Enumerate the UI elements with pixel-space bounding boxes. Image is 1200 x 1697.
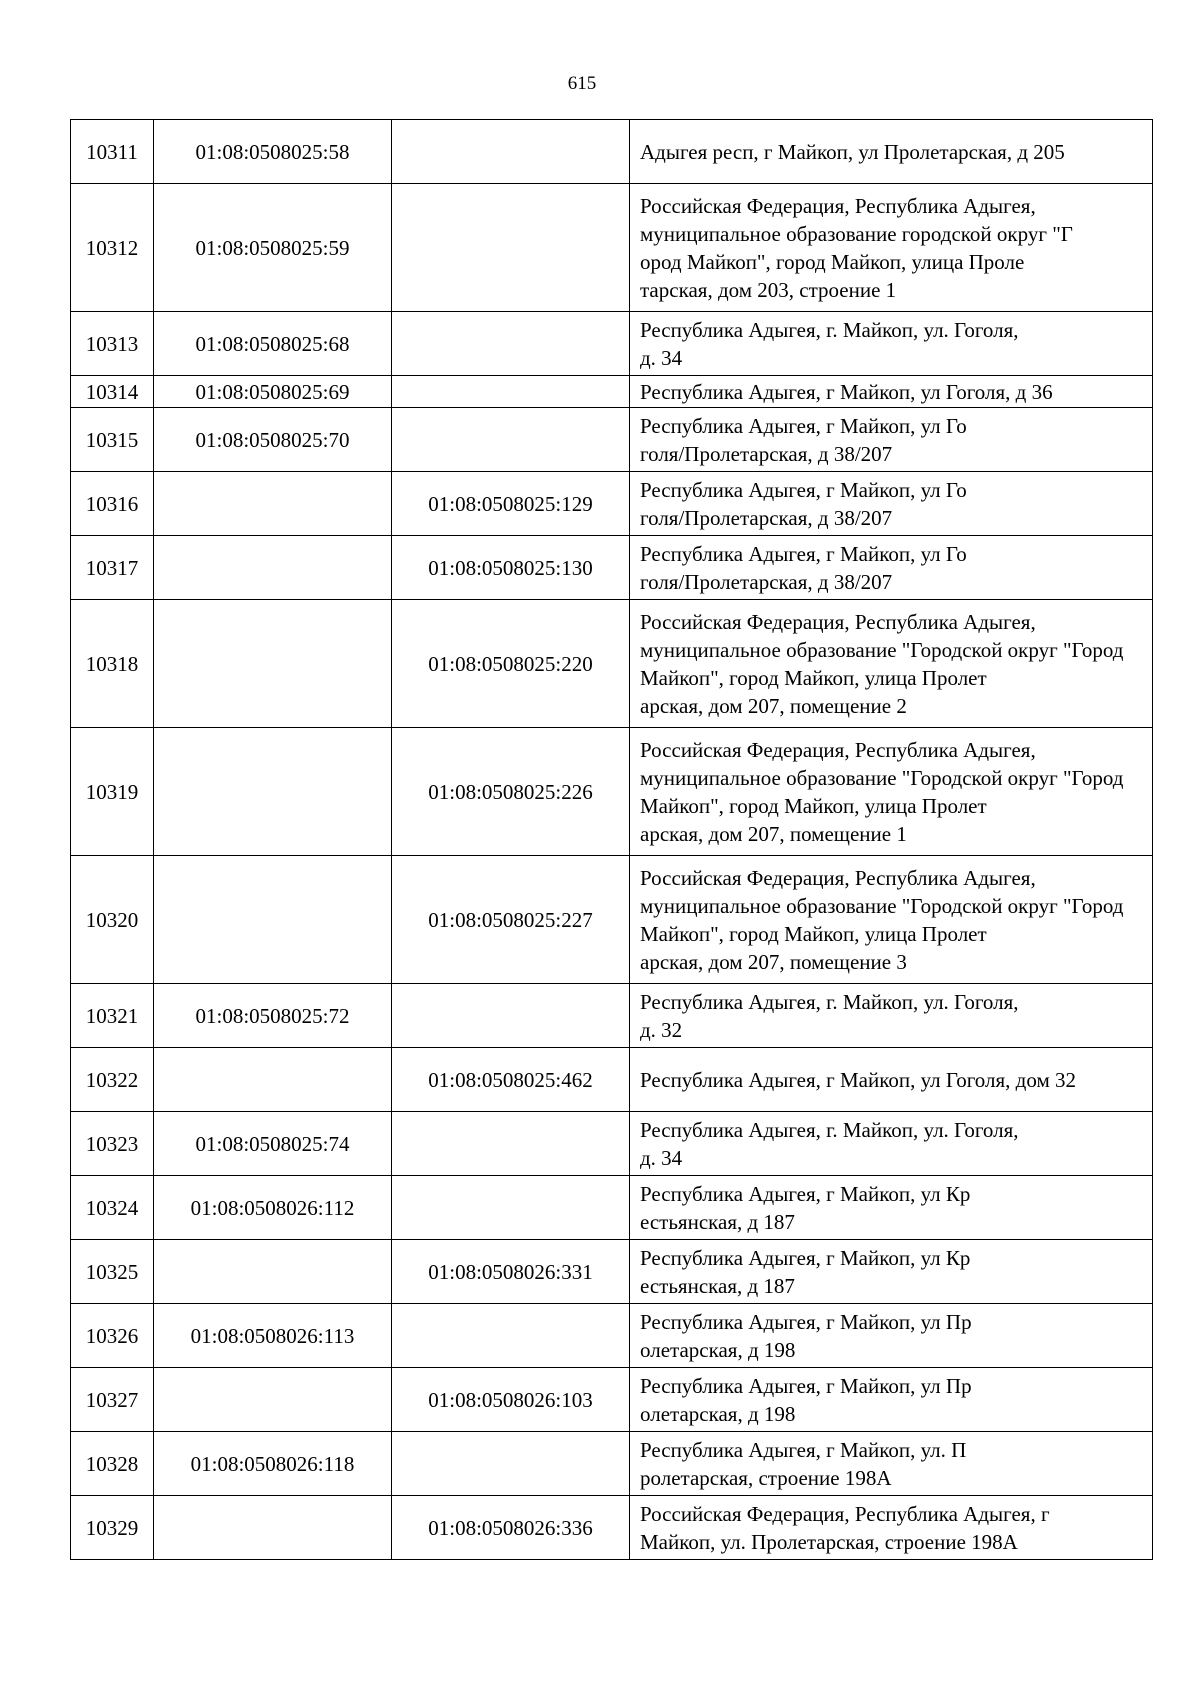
table-row bbox=[71, 376, 1153, 408]
address: Республика Адыгея, г Майкоп, ул Гоголя, дом 32 bbox=[630, 1048, 1153, 1112]
cadastral-number-land: 01:08:0508026:118 bbox=[154, 1432, 392, 1496]
table-row bbox=[71, 984, 1153, 1048]
row-number: 10312 bbox=[71, 184, 154, 312]
cadastral-number-building bbox=[392, 1176, 630, 1240]
cadastral-number-building: 01:08:0508025:226 bbox=[392, 728, 630, 856]
row-number: 10315 bbox=[71, 408, 154, 472]
address: Адыгея респ, г Майкоп, ул Пролетарская, д 205 bbox=[630, 120, 1153, 184]
address: Республика Адыгея, г Майкоп, ул Кр естьянская, д 187 bbox=[630, 1240, 1153, 1304]
cadastral-number-land: 01:08:0508026:112 bbox=[154, 1176, 392, 1240]
address: Республика Адыгея, г Майкоп, ул Го голя/Пролетарская, д 38/207 bbox=[630, 472, 1153, 536]
cadastral-number-building: 01:08:0508025:130 bbox=[392, 536, 630, 600]
address: Республика Адыгея, г Майкоп, ул Гоголя, д 36 bbox=[630, 376, 1153, 408]
address: Российская Федерация, Республика Адыгея, муниципальное образование "Городской округ "Город Майкоп", город Майкоп, улица Пролет арская, дом 207, помещение 2 bbox=[630, 600, 1153, 728]
cadastral-number-building bbox=[392, 1112, 630, 1176]
cadastral-number-land bbox=[154, 536, 392, 600]
cadastral-number-land bbox=[154, 1496, 392, 1560]
row-number: 10316 bbox=[71, 472, 154, 536]
table-row bbox=[71, 1304, 1153, 1368]
address: Республика Адыгея, г. Майкоп, ул. Гоголя, д. 34 bbox=[630, 1112, 1153, 1176]
cadastral-number-land: 01:08:0508025:58 bbox=[154, 120, 392, 184]
row-number: 10323 bbox=[71, 1112, 154, 1176]
row-number: 10325 bbox=[71, 1240, 154, 1304]
cadastral-number-building bbox=[392, 184, 630, 312]
cadastral-number-building bbox=[392, 1304, 630, 1368]
cadastral-number-building: 01:08:0508025:462 bbox=[392, 1048, 630, 1112]
address: Российская Федерация, Республика Адыгея, муниципальное образование "Городской округ "Город Майкоп", город Майкоп, улица Пролет арская, дом 207, помещение 3 bbox=[630, 856, 1153, 984]
row-number: 10314 bbox=[71, 376, 154, 408]
table-row bbox=[71, 1112, 1153, 1176]
cadastral-number-land: 01:08:0508025:69 bbox=[154, 376, 392, 408]
table-row bbox=[71, 472, 1153, 536]
address: Республика Адыгея, г Майкоп, ул Го голя/Пролетарская, д 38/207 bbox=[630, 536, 1153, 600]
cadastral-number-building: 01:08:0508026:103 bbox=[392, 1368, 630, 1432]
cadastral-number-land bbox=[154, 1048, 392, 1112]
address: Республика Адыгея, г Майкоп, ул Кр естьянская, д 187 bbox=[630, 1176, 1153, 1240]
table-row bbox=[71, 1048, 1153, 1112]
table-row bbox=[71, 600, 1153, 728]
cadastral-number-land: 01:08:0508025:70 bbox=[154, 408, 392, 472]
cadastral-number-land bbox=[154, 600, 392, 728]
table-row bbox=[71, 408, 1153, 472]
row-number: 10326 bbox=[71, 1304, 154, 1368]
cadastral-number-land bbox=[154, 1368, 392, 1432]
address: Республика Адыгея, г Майкоп, ул Го голя/Пролетарская, д 38/207 bbox=[630, 408, 1153, 472]
row-number: 10327 bbox=[71, 1368, 154, 1432]
table-row bbox=[71, 856, 1153, 984]
cadastral-number-land: 01:08:0508025:68 bbox=[154, 312, 392, 376]
page-number: 615 bbox=[567, 73, 597, 94]
row-number: 10319 bbox=[71, 728, 154, 856]
row-number: 10313 bbox=[71, 312, 154, 376]
row-number: 10328 bbox=[71, 1432, 154, 1496]
row-number: 10320 bbox=[71, 856, 154, 984]
table-row bbox=[71, 1496, 1153, 1560]
table-row bbox=[71, 536, 1153, 600]
registry-table-body bbox=[71, 120, 1153, 1560]
row-number: 10321 bbox=[71, 984, 154, 1048]
row-number: 10311 bbox=[71, 120, 154, 184]
cadastral-number-building: 01:08:0508026:336 bbox=[392, 1496, 630, 1560]
address: Республика Адыгея, г Майкоп, ул Пр олетарская, д 198 bbox=[630, 1368, 1153, 1432]
address: Республика Адыгея, г Майкоп, ул Пр олетарская, д 198 bbox=[630, 1304, 1153, 1368]
cadastral-number-land: 01:08:0508025:72 bbox=[154, 984, 392, 1048]
table-row bbox=[71, 1176, 1153, 1240]
table-row bbox=[71, 184, 1153, 312]
table-row bbox=[71, 1368, 1153, 1432]
registry-table bbox=[70, 119, 1153, 1560]
cadastral-number-land: 01:08:0508025:74 bbox=[154, 1112, 392, 1176]
address: Российская Федерация, Республика Адыгея, муниципальное образование "Городской округ "Город Майкоп", город Майкоп, улица Пролет арская, дом 207, помещение 1 bbox=[630, 728, 1153, 856]
cadastral-number-building: 01:08:0508025:227 bbox=[392, 856, 630, 984]
cadastral-number-building bbox=[392, 312, 630, 376]
cadastral-number-land bbox=[154, 472, 392, 536]
address: Республика Адыгея, г Майкоп, ул. П ролетарская, строение 198А bbox=[630, 1432, 1153, 1496]
cadastral-number-land: 01:08:0508026:113 bbox=[154, 1304, 392, 1368]
row-number: 10324 bbox=[71, 1176, 154, 1240]
row-number: 10329 bbox=[71, 1496, 154, 1560]
table-row bbox=[71, 1240, 1153, 1304]
cadastral-number-building bbox=[392, 1432, 630, 1496]
row-number: 10318 bbox=[71, 600, 154, 728]
table-row bbox=[71, 728, 1153, 856]
cadastral-number-land: 01:08:0508025:59 bbox=[154, 184, 392, 312]
table-row bbox=[71, 120, 1153, 184]
cadastral-number-building bbox=[392, 120, 630, 184]
address: Республика Адыгея, г. Майкоп, ул. Гоголя, д. 34 bbox=[630, 312, 1153, 376]
cadastral-number-building: 01:08:0508025:220 bbox=[392, 600, 630, 728]
cadastral-number-building: 01:08:0508025:129 bbox=[392, 472, 630, 536]
row-number: 10317 bbox=[71, 536, 154, 600]
cadastral-number-land bbox=[154, 728, 392, 856]
row-number: 10322 bbox=[71, 1048, 154, 1112]
address: Российская Федерация, Республика Адыгея, муниципальное образование городской округ "Г ород Майкоп", город Майкоп, улица Проле тарская, дом 203, строение 1 bbox=[630, 184, 1153, 312]
cadastral-number-land bbox=[154, 856, 392, 984]
table-row bbox=[71, 312, 1153, 376]
cadastral-number-land bbox=[154, 1240, 392, 1304]
cadastral-number-building bbox=[392, 984, 630, 1048]
cadastral-number-building: 01:08:0508026:331 bbox=[392, 1240, 630, 1304]
table-row bbox=[71, 1432, 1153, 1496]
address: Республика Адыгея, г. Майкоп, ул. Гоголя, д. 32 bbox=[630, 984, 1153, 1048]
cadastral-number-building bbox=[392, 408, 630, 472]
cadastral-number-building bbox=[392, 376, 630, 408]
address: Российская Федерация, Республика Адыгея, г Майкоп, ул. Пролетарская, строение 198А bbox=[630, 1496, 1153, 1560]
